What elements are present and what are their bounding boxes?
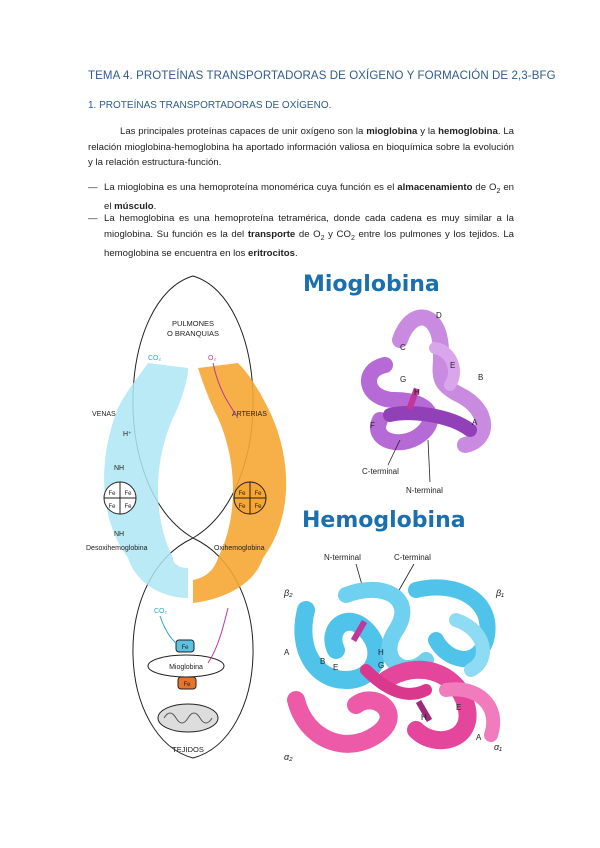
oxyhemoglobin-label: Oxihemoglobina <box>214 545 265 552</box>
tissues-label: TEJIDOS <box>172 745 204 754</box>
o2-top-label: O₂ <box>208 355 217 362</box>
myoglobin-title: Mioglobina <box>303 272 440 297</box>
svg-text:Fe: Fe <box>108 504 116 510</box>
svg-text:Fe: Fe <box>124 504 132 510</box>
svg-text:F: F <box>370 421 375 430</box>
veins-label: VENAS <box>92 411 116 418</box>
hemoglobin-structure <box>276 540 516 770</box>
co2-bottom-label: CO₂ <box>154 608 168 615</box>
svg-text:Fe: Fe <box>254 491 262 497</box>
svg-text:E: E <box>450 361 456 370</box>
myoglobin-n-terminal: N-terminal <box>406 486 443 495</box>
page-title: TEMA 4. PROTEÍNAS TRANSPORTADORAS DE OXÍGENO Y FORMACIÓN DE 2,3-BFG <box>88 70 556 82</box>
svg-text:B: B <box>320 657 326 666</box>
myoglobin-structure <box>340 300 520 500</box>
section-heading: 1. PROTEÍNAS TRANSPORTADORAS DE OXÍGENO. <box>88 100 332 111</box>
svg-text:A: A <box>284 648 290 657</box>
svg-text:A: A <box>476 733 482 742</box>
oxygen-transport-diagram <box>78 268 308 768</box>
svg-text:Fe: Fe <box>124 491 132 497</box>
svg-text:Fe: Fe <box>254 504 262 510</box>
svg-text:H: H <box>378 648 384 657</box>
bullet-hemoglobina: — La hemoglobina es una hemoproteína tetramérica, donde cada cadena es muy similar a la mioglobina. Su función es la del transporte de $O_2$ y $CO_2$ entre los pulmones y los tejidos. La hemoglobina se encuentra en los eritrocitos. <box>88 213 514 259</box>
intro-paragraph: Las principales proteínas capaces de unir oxígeno son la mioglobina y la hemoglobina. La relación mioglobina-hemoglobina ha aportado información valiosa en bioquímica sobre la evolución y la relación estructura-función. <box>88 126 514 168</box>
venous-band <box>104 363 188 558</box>
svg-text:α₁: α₁ <box>494 742 502 752</box>
svg-text:Fe: Fe <box>183 682 191 688</box>
myoglobin-c-terminal: C-terminal <box>362 467 399 476</box>
myoglobin-label: Mioglobina <box>169 664 203 671</box>
arterial-band <box>198 363 286 558</box>
svg-text:Fe: Fe <box>108 491 116 497</box>
svg-text:A: A <box>472 418 478 427</box>
co2-top-label: CO₂ <box>148 355 162 362</box>
svg-text:C-terminal: C-terminal <box>394 553 431 562</box>
svg-text:β₂: β₂ <box>284 588 293 598</box>
svg-text:Fe: Fe <box>181 645 189 651</box>
lungs-label: PULMONES <box>171 319 215 328</box>
nh-top-label: NH <box>114 465 125 472</box>
svg-text:Fe: Fe <box>238 491 246 497</box>
svg-text:E: E <box>456 703 462 712</box>
nh-bottom-label: NH <box>114 531 125 538</box>
oxy-heme-icon <box>234 482 266 514</box>
svg-text:G: G <box>400 375 407 384</box>
svg-text:α₂: α₂ <box>284 752 293 762</box>
svg-text:B: B <box>478 373 484 382</box>
deoxy-heme-icon <box>104 482 136 514</box>
svg-text:Fe: Fe <box>238 504 246 510</box>
gills-label: O BRANQUIAS <box>166 329 220 338</box>
arteries-label: ARTERIAS <box>232 411 267 418</box>
svg-text:β₁: β₁ <box>496 588 504 598</box>
deoxyhemoglobin-label: Desoxihemoglobina <box>86 545 148 552</box>
svg-text:H: H <box>421 713 427 722</box>
hemoglobin-title: Hemoglobina <box>302 508 466 533</box>
svg-text:C: C <box>400 343 406 352</box>
bullet-mioglobina: — La mioglobina es una hemoproteína monomérica cuya función es el almacenamiento de $O_2$ en el músculo. <box>88 182 514 213</box>
svg-text:G: G <box>378 661 385 670</box>
svg-text:N-terminal: N-terminal <box>324 553 361 562</box>
svg-text:H: H <box>414 388 420 397</box>
h-plus-label: H⁺ <box>123 431 132 438</box>
svg-text:E: E <box>333 663 339 672</box>
svg-text:D: D <box>436 311 442 320</box>
